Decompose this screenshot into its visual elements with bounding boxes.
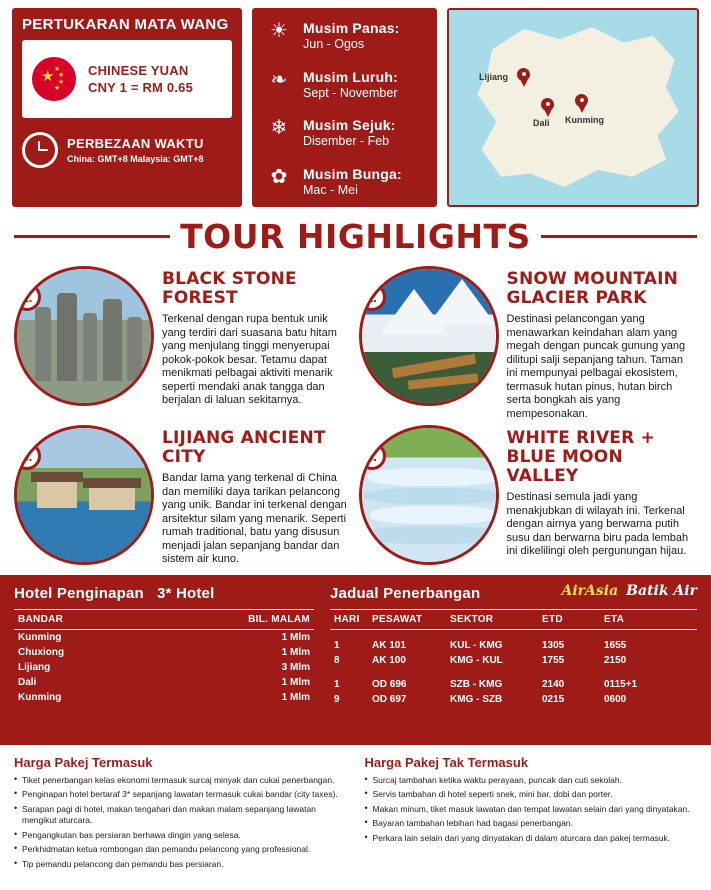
season-value: Jun - Ogos: [303, 37, 365, 51]
snowflake-icon: ❄: [270, 117, 288, 140]
table-row: [14, 690, 314, 705]
hotel-title: Hotel Penginapan: [14, 584, 144, 602]
list-item: • Sarapan pagi di hotel, makan tengahari dan makan malam sepanjang lawatan mengikut aturcara.: [14, 804, 347, 827]
hotel-nights: 1 Mlm: [281, 691, 310, 703]
hotel-flight-section: [0, 575, 711, 745]
flight-title: Jadual Penerbangan: [330, 584, 481, 602]
highlight-number: 4.: [359, 442, 386, 470]
clock-icon: [22, 132, 58, 168]
time-detail: China: GMT+8 Malaysia: GMT+8: [67, 154, 204, 164]
currency-card: [12, 8, 242, 207]
table-row: [330, 692, 697, 707]
yunnan-map: [447, 8, 699, 207]
flight-col-hari: HARI: [330, 609, 368, 629]
currency-name: CHINESE YUAN: [88, 63, 189, 78]
sun-icon: ☀: [270, 20, 288, 42]
flight-eta: 1655: [604, 640, 627, 651]
highlight-photo-black-stone-forest: [14, 266, 154, 406]
currency-text: [88, 63, 193, 95]
table-row: [330, 638, 697, 653]
divider-right: [541, 235, 697, 238]
hotel-city: Dali: [18, 676, 37, 688]
hotel-col-bandar: BANDAR: [14, 609, 214, 629]
season-item: [266, 166, 427, 197]
highlight-photo-snow-mountain: [359, 266, 499, 406]
highlight-title: WHITE RIVER + BLUE MOON VALLEY: [506, 428, 655, 486]
include-list: [14, 775, 347, 871]
highlight-item: [359, 425, 698, 567]
spacer-row: [330, 668, 697, 677]
highlight-number: 1.: [14, 283, 41, 311]
time-title: PERBEZAAN WAKTU: [67, 136, 204, 151]
flight-eta: 2150: [604, 655, 627, 666]
divider-left: [14, 235, 170, 238]
price-terms-section: [0, 745, 711, 884]
hotel-subtitle: 3* Hotel: [157, 584, 215, 602]
map-pin-lijiang: [517, 68, 530, 87]
currency-rate: CNY 1 = RM 0.65: [88, 80, 194, 95]
table-header-row: [330, 609, 697, 629]
batikair-logo: Batik Air: [626, 582, 697, 599]
hotel-nights: 1 Mlm: [281, 646, 310, 658]
list-item: • Perkhidmatan ketua rombongan dan pemandu pelancong yang professional.: [14, 844, 347, 856]
flight-number: AK 101: [372, 640, 406, 651]
include-title: Harga Pakej Termasuk: [14, 754, 153, 770]
flight-col-pesawat: PESAWAT: [368, 609, 446, 629]
flight-etd: 1755: [542, 655, 565, 666]
time-difference-block: [22, 132, 232, 168]
flight-number: AK 100: [372, 655, 406, 666]
flight-etd: 1305: [542, 640, 565, 651]
hotel-nights: 3 Mlm: [281, 661, 310, 673]
table-row: [14, 645, 314, 660]
flight-etd: 0215: [542, 694, 565, 705]
list-item: • Perkara lain selain dari yang dinyatakan di dalam aturcara dan pakej termasuk.: [365, 833, 698, 845]
list-item: • Pengangkutan bas persiaran berhawa dingin yang selesa.: [14, 830, 347, 842]
table-header-row: [14, 609, 314, 629]
season-item: [266, 20, 427, 51]
tour-highlights-header: [0, 217, 711, 256]
season-label: Musim Panas:: [303, 20, 400, 36]
flight-col-etd: ETD: [538, 609, 600, 629]
table-row: [14, 660, 314, 675]
flight-sector: KMG - KUL: [450, 655, 503, 666]
leaf-icon: ❧: [270, 68, 288, 91]
flight-col-eta: ETA: [600, 609, 697, 629]
flight-eta: 0115+1: [604, 679, 638, 690]
spacer-row: [330, 629, 697, 638]
exclude-list: [365, 775, 698, 845]
flight-day: 9: [334, 694, 340, 705]
flight-block: [330, 582, 697, 733]
list-item: • Servis tambahan di hotel seperti snek, mini bar, dobi dan porter.: [365, 789, 698, 801]
highlight-item: [14, 266, 353, 421]
hotel-city: Lijiang: [18, 661, 51, 673]
flight-table: [330, 609, 697, 708]
table-row: [330, 677, 697, 692]
hotel-nights: 1 Mlm: [281, 676, 310, 688]
flight-day: 8: [334, 655, 340, 666]
season-label: Musim Sejuk:: [303, 117, 396, 134]
highlight-item: [14, 425, 353, 567]
season-item: [266, 69, 427, 100]
flight-sector: KMG - SZB: [450, 694, 503, 705]
currency-box: [22, 40, 232, 118]
hotel-city: Kunming: [18, 691, 62, 703]
season-label: Musim Bunga:: [303, 165, 402, 182]
list-item: • Makan minum, tiket masuk lawatan dan tempat lawatan selain dari yang dinyatakan.: [365, 804, 698, 816]
currency-title: PERTUKARAN MATA WANG: [22, 16, 229, 33]
season-value: Sept - November: [303, 85, 398, 100]
highlight-title: BLACK STONE FOREST: [162, 269, 297, 308]
highlight-body: Destinasi pelancongan yang menawarkan keindahan alam yang megah dengan puncak gunung yang dilitupi salji sepanjang tahun. Taman ini mempunyai pelbagai ekosistem, termasuk hutan pinus, hutan birch serta bongkah ais yang mempesonakan.: [506, 313, 686, 420]
flight-eta: 0600: [604, 694, 627, 705]
hotel-table: [14, 609, 314, 705]
highlight-body: Destinasi semula jadi yang menakjubkan di wilayah ini. Terkenal dengan airnya yang berwarna putih susu dan berwarna biru pada lembah ini dikelilingi oleh pergunungan hijau.: [506, 491, 689, 557]
highlight-item: [359, 266, 698, 421]
table-row: [14, 675, 314, 690]
table-row: [330, 653, 697, 668]
list-item: • Tiket penerbangan kelas ekonomi termasuk surcaj minyak dan cukai penerbangan.: [14, 775, 347, 787]
list-item: • Bayaran tambahan lebihan had bagasi penerbangan.: [365, 818, 698, 830]
airasia-logo: AirAsia: [561, 582, 619, 599]
highlight-number: 3.: [14, 442, 41, 470]
china-flag-icon: ★ ★ ★ ★ ★: [32, 57, 76, 101]
season-value: Disember - Feb: [303, 134, 390, 149]
map-label-lijiang: Lijiang: [479, 72, 508, 82]
highlight-body: Terkenal dengan rupa bentuk unik yang terdiri dari suasana batu hitam yang menjulang tinggi menyerupai pokok-pokok besar. Tetamu dapat menikmati pelbagai aktiviti menarik seperti mendaki anak tangga dan berjalan di laluan sekitarnya.: [162, 313, 337, 406]
highlight-title: SNOW MOUNTAIN GLACIER PARK: [506, 269, 679, 308]
hotel-block: [14, 585, 314, 733]
list-item: • Surcaj tambahan ketika waktu perayaan, puncak dan cuti sekolah.: [365, 775, 698, 787]
list-item: • Penginapan hotel bertaraf 3* sepanjang lawatan termasuk cukai bandar (city taxes).: [14, 789, 347, 801]
season-label: Musim Luruh:: [303, 68, 398, 85]
highlights-grid: [0, 256, 711, 567]
flight-sector: SZB - KMG: [450, 679, 503, 690]
highlight-photo-lijiang-ancient-city: [14, 425, 154, 565]
list-item: • Tip pemandu pelancong dan pemandu bas persiaran.: [14, 859, 347, 871]
highlight-number: 2.: [359, 283, 386, 311]
page-title: TOUR HIGHLIGHTS: [180, 217, 531, 256]
airline-logos: [561, 583, 697, 599]
exclude-block: [365, 755, 698, 874]
season-value: Mac - Mei: [303, 182, 358, 197]
hotel-nights: 1 Mlm: [281, 631, 310, 643]
top-section: [0, 0, 711, 207]
hotel-col-malam: BIL. MALAM: [214, 609, 314, 629]
seasons-card: [252, 8, 437, 207]
map-pin-kunming: [575, 94, 588, 113]
hotel-city: Kunming: [18, 631, 62, 643]
map-label-dali: Dali: [533, 118, 550, 128]
exclude-title: Harga Pakej Tak Termasuk: [364, 754, 529, 770]
flight-number: OD 697: [372, 694, 407, 705]
flight-sector: KUL - KMG: [450, 640, 503, 651]
flight-day: 1: [334, 679, 340, 690]
flight-day: 1: [334, 640, 340, 651]
flower-icon: ✿: [270, 165, 288, 188]
flight-number: OD 696: [372, 679, 407, 690]
flight-etd: 2140: [542, 679, 565, 690]
flight-col-sektor: SEKTOR: [446, 609, 538, 629]
map-label-kunming: Kunming: [565, 115, 604, 125]
hotel-city: Chuxiong: [18, 646, 65, 658]
highlight-title: LIJIANG ANCIENT CITY: [162, 428, 326, 467]
highlight-photo-white-river: [359, 425, 499, 565]
season-item: [266, 117, 427, 148]
map-pin-dali: [541, 98, 554, 117]
highlight-body: Bandar lama yang terkenal di China dan memiliki daya tarikan pelancong yang unik. Bandar ini terkenal dengan arsitektur silam yang menarik. Seperti rumah traditional, batu yang disusun menjadi jalan sepanjang bandar dan sistem air kuno.: [162, 472, 347, 565]
include-block: [14, 755, 347, 874]
table-row: [14, 629, 314, 645]
